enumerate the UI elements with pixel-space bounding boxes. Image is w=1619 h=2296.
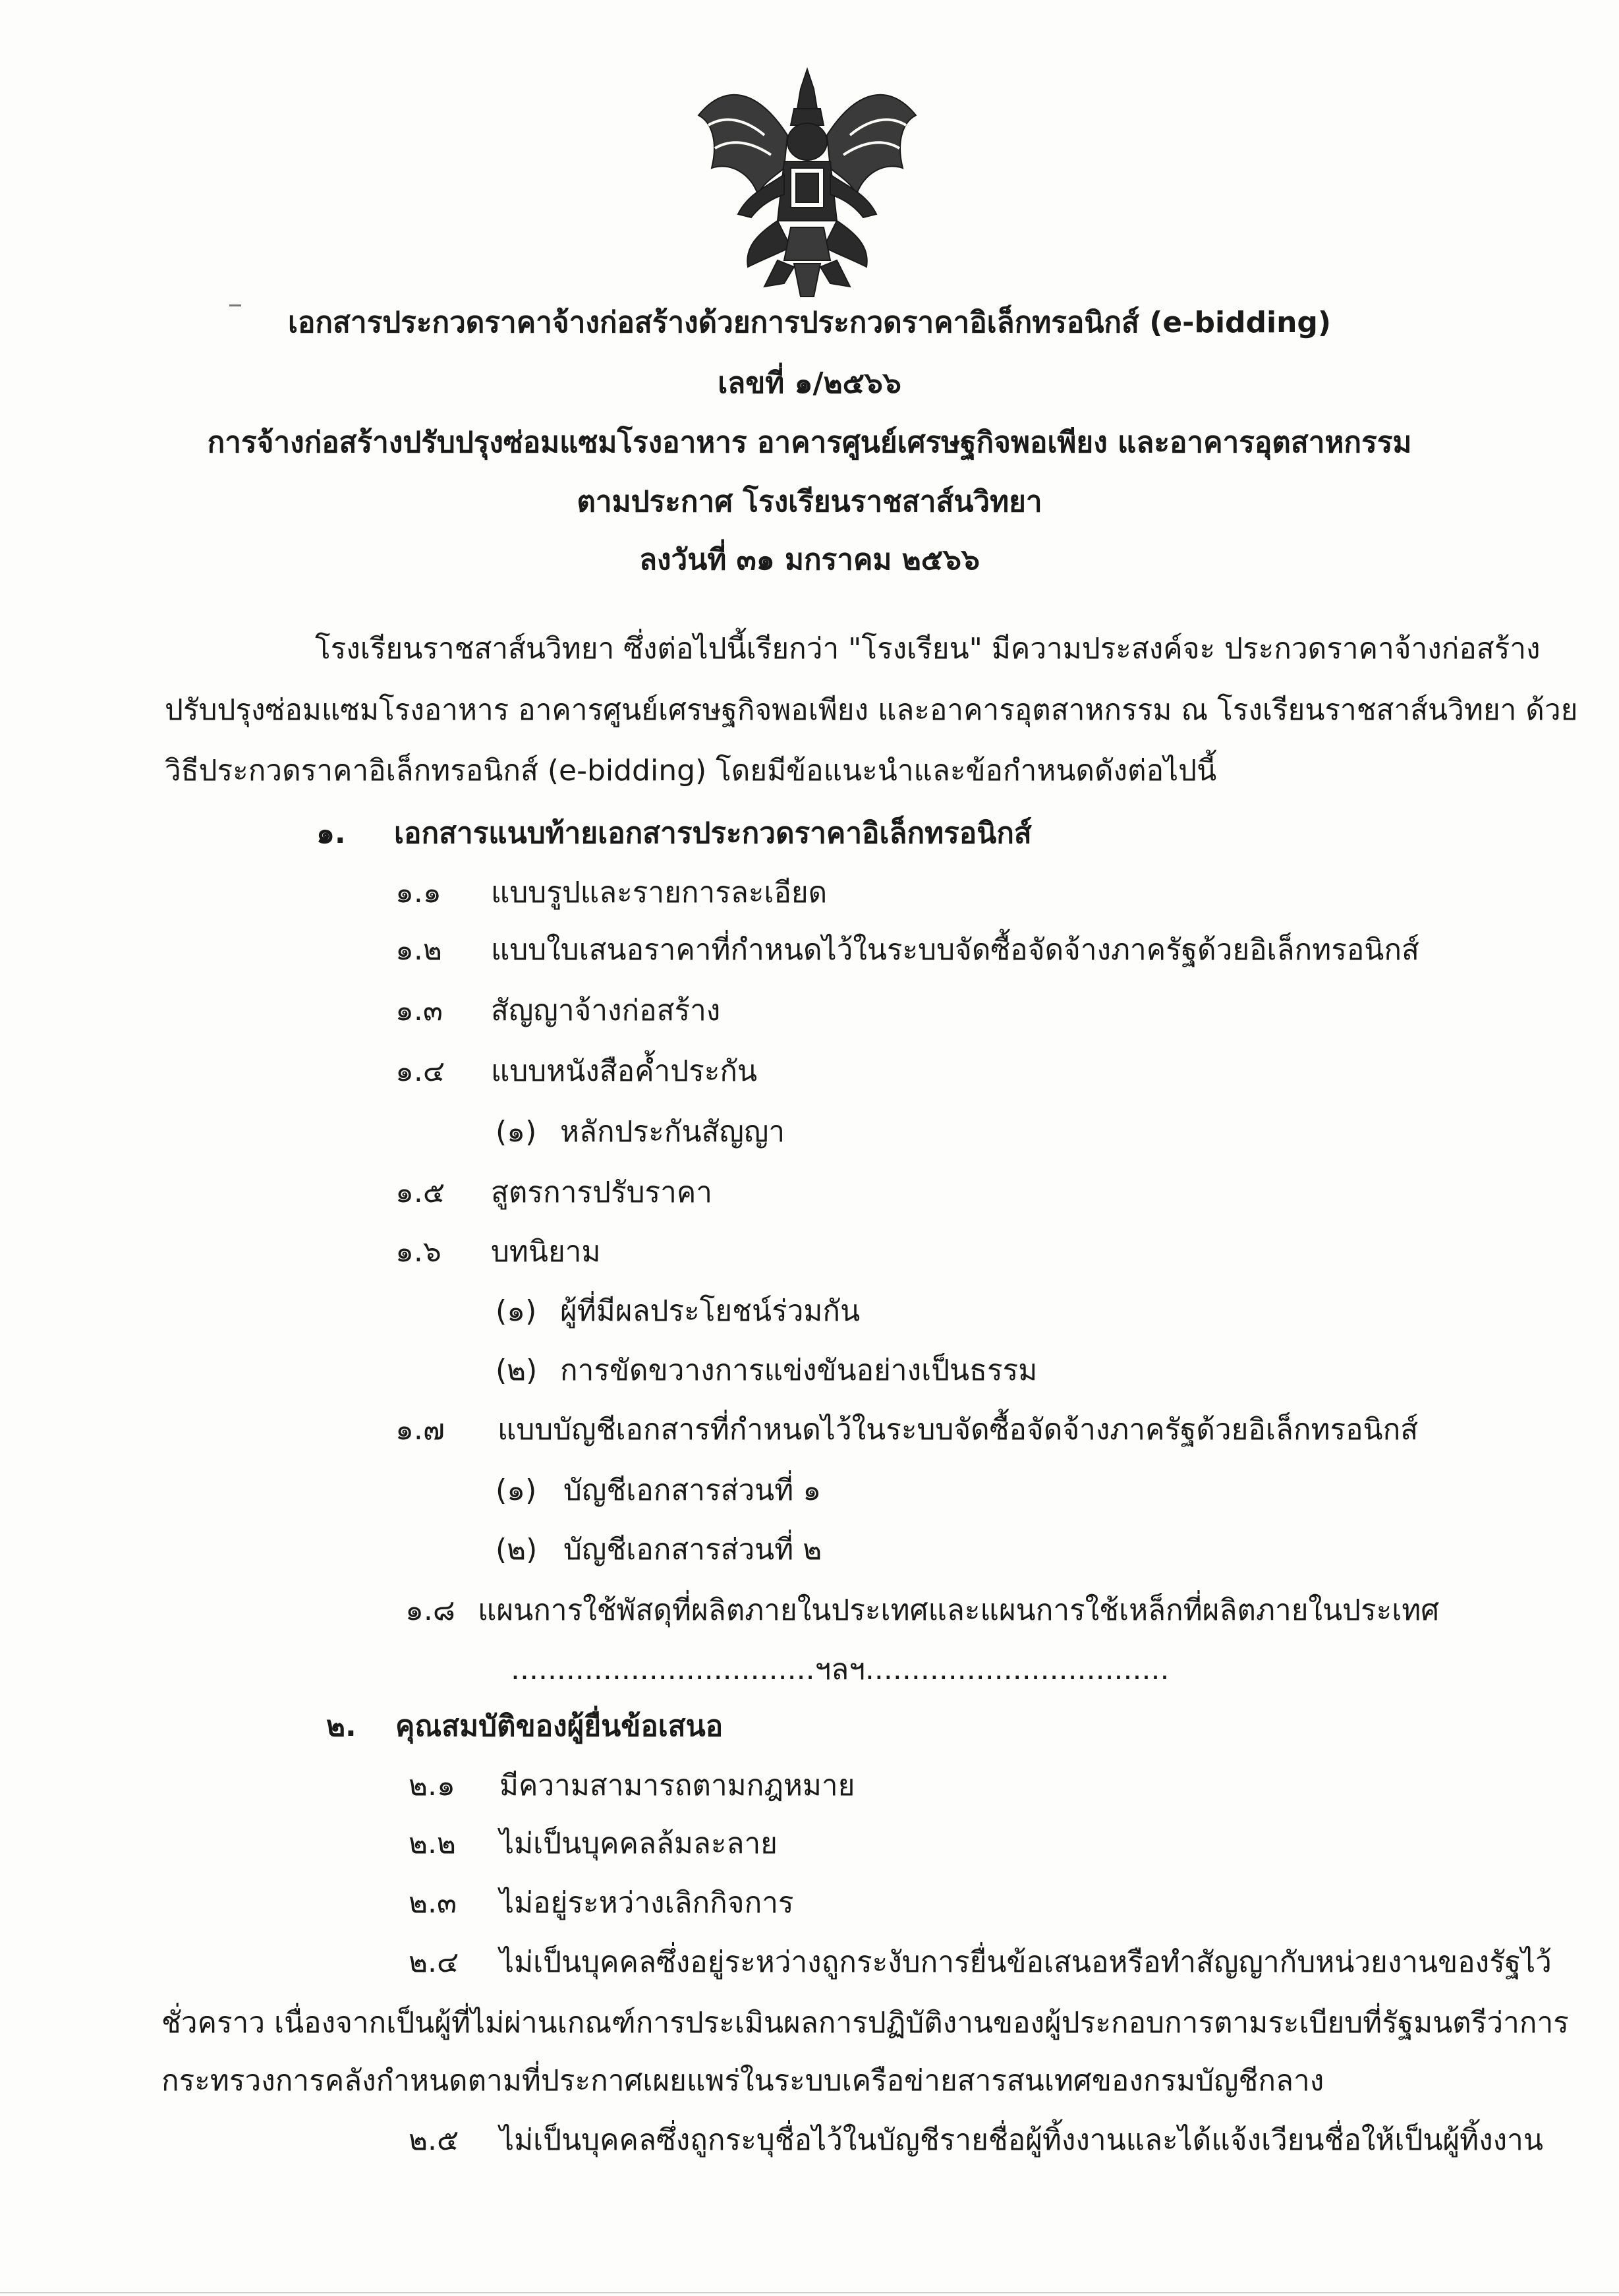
item-2-2-text: ไม่เป็นบุคคลล้มละลาย [499,1827,778,1860]
garuda-emblem-icon [685,63,929,306]
etc-line: .................................ฯลฯ................................. [511,1653,1170,1686]
item-1-6-sub-1-number: (๑) [496,1294,537,1328]
item-1-4-text: แบบหนังสือค้ำประกัน [491,1054,758,1088]
item-1-5-text: สูตรการปรับราคา [491,1176,713,1209]
item-1-6-sub-2-number: (๒) [496,1354,538,1387]
item-2-4-continuation-1: ชั่วคราว เนื่องจากเป็นผู้ที่ไม่ผ่านเกณฑ์การประเมินผลการปฏิบัติงานของผู้ประกอบการตามระเบียบที่รัฐมนตรีว่าการ [161,2006,1569,2040]
intro-line-2: ปรับปรุงซ่อมแซมโรงอาหาร อาคารศูนย์เศรษฐกิจพอเพียง และอาคารอุตสาหกรรม ณ โรงเรียนราชสาส์นวิทยา ด้วย [165,693,1578,727]
item-1-4-sub-1-number: (๑) [496,1115,537,1149]
section-1-number: ๑. [316,817,346,850]
item-1-2-number: ๑.๒ [395,933,442,967]
item-2-5-text: ไม่เป็นบุคคลซึ่งถูกระบุชื่อไว้ในบัญชีรายชื่อผู้ทิ้งงานและได้แจ้งเวียนชื่อให้เป็นผู้ทิ้งงาน [499,2123,1543,2157]
item-2-4-continuation-2: กระทรวงการคลังกำหนดตามที่ประกาศเผยแพร่ในระบบเครือข่ายสารสนเทศของกรมบัญชีกลาง [161,2064,1324,2098]
intro-line-1: โรงเรียนราชสาส์นวิทยา ซึ่งต่อไปนี้เรียกว่า "โรงเรียน" มีความประสงค์จะ ประกวดราคาจ้างก่อสร้าง [315,632,1541,666]
item-1-6-sub-1-text: ผู้ที่มีผลประโยชน์ร่วมกัน [560,1294,861,1328]
item-1-7-number: ๑.๗ [395,1413,445,1447]
item-1-7-sub-1-number: (๑) [496,1474,537,1507]
item-2-1-text: มีความสามารถตามกฎหมาย [499,1769,855,1802]
item-2-4-text: ไม่เป็นบุคคลซึ่งอยู่ระหว่างถูกระงับการยื่นข้อเสนอหรือทำสัญญากับหน่วยงานของรัฐไว้ [499,1945,1552,1979]
item-2-2-number: ๒.๒ [409,1827,456,1860]
item-1-3-number: ๑.๓ [395,994,443,1027]
intro-line-3: วิธีประกวดราคาอิเล็กทรอนิกส์ (e-bidding) โดยมีข้อแนะนำและข้อกำหนดดังต่อไปนี้ [165,754,1217,788]
item-1-8-text: แผนการใช้พัสดุที่ผลิตภายในประเทศและแผนการใช้เหล็กที่ผลิตภายในประเทศ [478,1593,1440,1627]
item-1-7-sub-2-text: บัญชีเอกสารส่วนที่ ๒ [563,1533,822,1566]
item-1-7-sub-1-text: บัญชีเอกสารส่วนที่ ๑ [563,1474,822,1507]
section-1-title: เอกสารแนบท้ายเอกสารประกวดราคาอิเล็กทรอนิกส์ [394,817,1032,850]
item-1-4-sub-1-text: หลักประกันสัญญา [560,1115,785,1149]
section-2-title: คุณสมบัติของผู้ยื่นข้อเสนอ [395,1709,724,1743]
item-1-5-number: ๑.๕ [395,1176,445,1209]
item-1-7-text: แบบบัญชีเอกสารที่กำหนดไว้ในระบบจัดซื้อจัดจ้างภาครัฐด้วยอิเล็กทรอนิกส์ [497,1413,1419,1447]
item-1-8-number: ๑.๘ [405,1593,455,1627]
item-1-1-number: ๑.๑ [395,876,441,909]
document-number: เลขที่ ๑/๒๕๖๖ [718,366,901,400]
item-1-2-text: แบบใบเสนอราคาที่กำหนดไว้ในระบบจัดซื้อจัดจ้างภาครัฐด้วยอิเล็กทรอนิกส์ [491,933,1419,967]
item-2-1-number: ๒.๑ [409,1769,455,1802]
item-1-6-sub-2-text: การขัดขวางการแข่งขันอย่างเป็นธรรม [560,1354,1038,1387]
page-bottom-edge [0,2292,1619,2293]
item-2-3-text: ไม่อยู่ระหว่างเลิกกิจการ [499,1886,794,1920]
announcement-line: ตามประกาศ โรงเรียนราชสาส์นวิทยา [577,485,1042,519]
item-2-3-number: ๒.๓ [409,1886,457,1920]
item-2-5-number: ๒.๕ [409,2123,459,2157]
item-1-3-text: สัญญาจ้างก่อสร้าง [491,994,721,1027]
section-2-number: ๒. [326,1709,356,1743]
item-2-4-number: ๒.๔ [409,1945,459,1979]
announcement-date: ลงวันที่ ๓๑ มกราคม ๒๕๖๖ [639,543,980,577]
item-1-7-sub-2-number: (๒) [496,1533,538,1566]
item-1-6-number: ๑.๖ [395,1235,441,1269]
item-1-6-text: บทนิยาม [491,1235,601,1269]
project-title: การจ้างก่อสร้างปรับปรุงซ่อมแซมโรงอาหาร อาคารศูนย์เศรษฐกิจพอเพียง และอาคารอุตสาหกรรม [207,426,1412,459]
item-1-1-text: แบบรูปและรายการละเอียด [491,876,828,909]
document-title: เอกสารประกวดราคาจ้างก่อสร้างด้วยการประกวดราคาอิเล็กทรอนิกส์ (e-bidding) [287,306,1332,339]
item-1-4-number: ๑.๔ [395,1054,445,1088]
